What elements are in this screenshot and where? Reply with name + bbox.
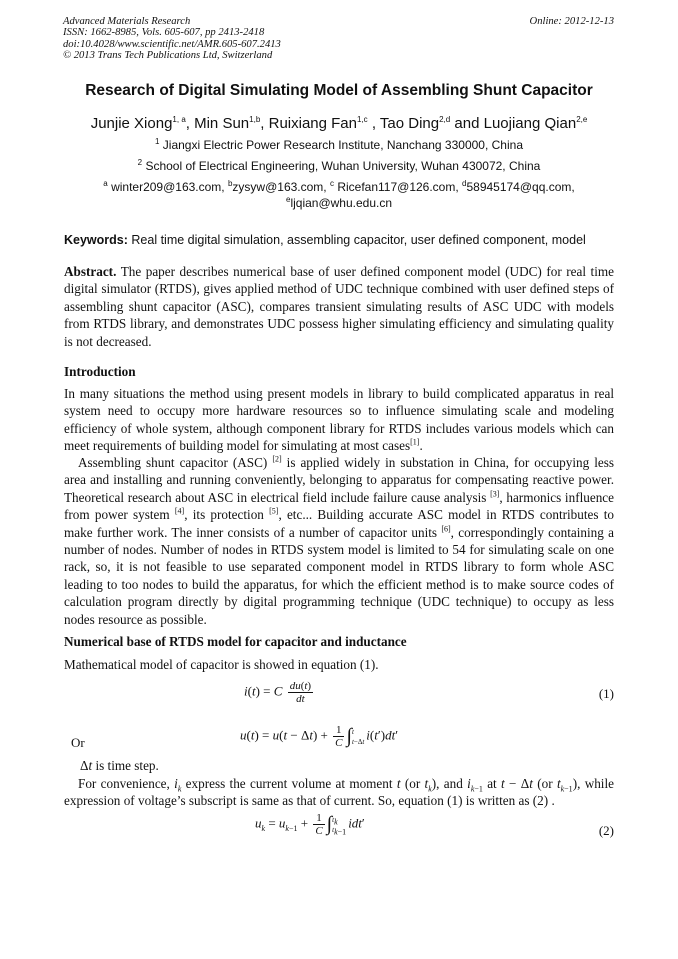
paragraph-text: (or bbox=[400, 776, 425, 791]
fraction: $\frac{1}{C}$ bbox=[335, 724, 343, 749]
author-sup: 2,e bbox=[576, 115, 588, 124]
affiliation-text: School of Electrical Engineering, Wuhan University, Wuhan 430072, China bbox=[145, 159, 541, 173]
equation-2-number: (2) bbox=[598, 823, 614, 838]
email-sup: e bbox=[285, 195, 291, 204]
equation-1: i(t) = C $\frac{du(t)}{dt}$ bbox=[244, 680, 312, 705]
author-name: Min Sun bbox=[194, 115, 250, 132]
paragraph-text: , its protection bbox=[184, 507, 270, 523]
affiliation-2 bbox=[0, 159, 678, 173]
section2-intro-text: Mathematical model of capacitor is showed in equation (1). bbox=[64, 657, 379, 672]
paragraph-text: express the current volume at moment bbox=[181, 776, 397, 791]
author-sep: , bbox=[260, 115, 269, 132]
journal-name: Advanced Materials Research bbox=[63, 16, 191, 27]
paragraph-text: ), while expression of voltage’s subscript is same as that of current. So, equation (1) is written as (2) . bbox=[64, 776, 614, 809]
integral-sign: ∫ bbox=[346, 725, 352, 747]
email-a: winter209@163.com, bbox=[111, 180, 228, 194]
paragraph-text: Assembling shunt capacitor (ASC) bbox=[78, 455, 273, 470]
citation: [2] bbox=[272, 454, 282, 464]
section-heading-numerical-base: Numerical base of RTDS model for capacitor and inductance bbox=[64, 634, 407, 649]
copyright-line: © 2013 Trans Tech Publications Ltd, Switzerland bbox=[63, 50, 273, 62]
author-name: Tao Ding bbox=[379, 115, 440, 132]
equation-1-integral-form: u(t) = u(t − Δt) + $\frac{1}{C}$ ∫t t−Δt i(t′)dt′ bbox=[240, 724, 399, 749]
citation: [6] bbox=[441, 524, 451, 534]
email-line-1 bbox=[0, 180, 678, 194]
online-date: Online: 2012-12-13 bbox=[529, 16, 614, 27]
equation-2: $u_k = u_{k-1}$ + $\frac{1}{C}$ $\int t_k$ $t_{k-1}idt'$ bbox=[255, 812, 365, 837]
section2-paragraph-2: For convenience, $i_k$ express the current volume at moment t (or $t_k$), and $i_{k-1}$ at t − Δt (or $t_{k-1}$), while expression of voltage’s subscript is same as that of current. So, equation (1) is written as (2) . bbox=[64, 776, 614, 809]
affiliation-1 bbox=[0, 138, 678, 152]
paper-title: Research of Digital Simulating Model of Assembling Shunt Capacitor bbox=[85, 82, 593, 99]
paragraph-text: is applied widely in substation in China, for occupying less area and installing and running conveniently, belonging to apparatus for compensating reactive power. Theoretical research about ASC in electrical field include failure cause analysis bbox=[64, 455, 614, 505]
email-sup: c bbox=[329, 179, 334, 188]
author-sup: 1, a bbox=[172, 115, 186, 124]
author-sep: , bbox=[367, 115, 380, 132]
paragraph-text: is time step. bbox=[92, 758, 159, 773]
paragraph-text: ), and bbox=[431, 776, 468, 791]
journal-metadata bbox=[63, 16, 281, 62]
author-list bbox=[0, 115, 678, 132]
paragraph-text: In many situations the method using present models in library to build complicated apparatus in real system need to occupy more hardware resources so to influence simulating scale and modeling efficiency of whole system, although component library for RTDS includes various models which can meet requirements of building model for simulating at most cases bbox=[64, 386, 614, 454]
citation: [4] bbox=[174, 506, 185, 516]
citation: [5] bbox=[269, 506, 279, 516]
paragraph-text: , etc... Building accurate ASC model in RTDS contributes to make further work. The inner consists of a number of capacitor units bbox=[64, 507, 614, 540]
integral-sign: ∫ bbox=[326, 813, 333, 835]
equation-1-number: (1) bbox=[598, 686, 614, 701]
fraction: $\frac{1}{C}$ bbox=[315, 812, 323, 837]
author-sup: 2,d bbox=[439, 115, 451, 124]
author-name: Junjie Xiong bbox=[90, 115, 173, 132]
paragraph-text: (or bbox=[532, 776, 557, 791]
citation: [3] bbox=[490, 489, 500, 499]
email-b: zysyw@163.com, bbox=[232, 180, 330, 194]
keywords bbox=[64, 233, 624, 247]
integral-limits: $t_k$ $t_{k-1}$ bbox=[332, 815, 347, 836]
author-sep: , bbox=[185, 115, 195, 132]
paragraph-text: , correspondingly containing a number of nodes. Number of nodes in RTDS system model is limited to 54 for simulating scale on one rack, so, it is not feasible to use separated component model in RTDS library to form whole ASC leading to too nodes to build the apparatus, for which the efficient method is to make source codes of calculation program directly by digital programming technique (UDC technique) to occupy as less nodes resource as possible. bbox=[64, 524, 614, 627]
email-line-2 bbox=[0, 196, 678, 210]
keywords-label: Keywords: bbox=[64, 233, 128, 247]
time-step-note: Δt is time step. bbox=[80, 758, 159, 773]
affiliation-text: Jiangxi Electric Power Research Institute, Nanchang 330000, China bbox=[162, 138, 523, 152]
author-sup: 1,b bbox=[249, 115, 261, 124]
email-sup: d bbox=[462, 179, 467, 188]
paragraph-text: . bbox=[419, 438, 423, 454]
author-sep: and bbox=[450, 115, 484, 132]
affiliation-sup: 2 bbox=[137, 158, 143, 167]
doi-line: doi:10.4028/www.scientific.net/AMR.605-607.2413 bbox=[63, 38, 281, 50]
email-sup: b bbox=[227, 179, 233, 188]
email-e: ljqian@whu.edu.cn bbox=[290, 196, 393, 210]
email-d: 58945174@qq.com, bbox=[466, 180, 575, 194]
abstract-text: The paper describes numerical base of user defined component model (UDC) for real time digital simulator (RTDS), gives applied method of UDC technique combined with user defined steps of assembling shunt capacitor (ASC), compares transient simulating results of ASC UDC with models from RTDS library, and demonstrates UDC possess higher simulating efficiency and simulating quality is not decreased. bbox=[64, 264, 614, 349]
citation: [1] bbox=[410, 437, 420, 447]
fraction: $\frac{du(t)}{dt}$ bbox=[289, 680, 312, 705]
paragraph-text: For convenience, bbox=[78, 776, 175, 791]
paragraph-text: at bbox=[482, 776, 502, 791]
intro-paragraph-2 bbox=[64, 454, 614, 628]
integral-limits: t t−Δt bbox=[351, 727, 365, 746]
paragraph-text: , harmonics influence from power system bbox=[64, 489, 614, 523]
issn-line: ISSN: 1662-8985, Vols. 605-607, pp 2413-2418 bbox=[63, 27, 265, 39]
affiliation-sup: 1 bbox=[155, 137, 160, 146]
section-heading-introduction: Introduction bbox=[64, 364, 136, 379]
email-sup: a bbox=[103, 179, 108, 188]
email-c: Ricefan117@126.com, bbox=[337, 180, 463, 194]
or-label: Or bbox=[71, 735, 85, 750]
intro-paragraph-1 bbox=[64, 385, 614, 455]
abstract-label: Abstract. bbox=[64, 264, 117, 279]
author-name: Ruixiang Fan bbox=[268, 115, 357, 132]
keywords-text: Real time digital simulation, assembling capacitor, user defined component, model bbox=[131, 233, 586, 247]
abstract bbox=[64, 263, 614, 350]
author-name: Luojiang Qian bbox=[483, 115, 577, 132]
author-sup: 1,c bbox=[357, 115, 368, 124]
